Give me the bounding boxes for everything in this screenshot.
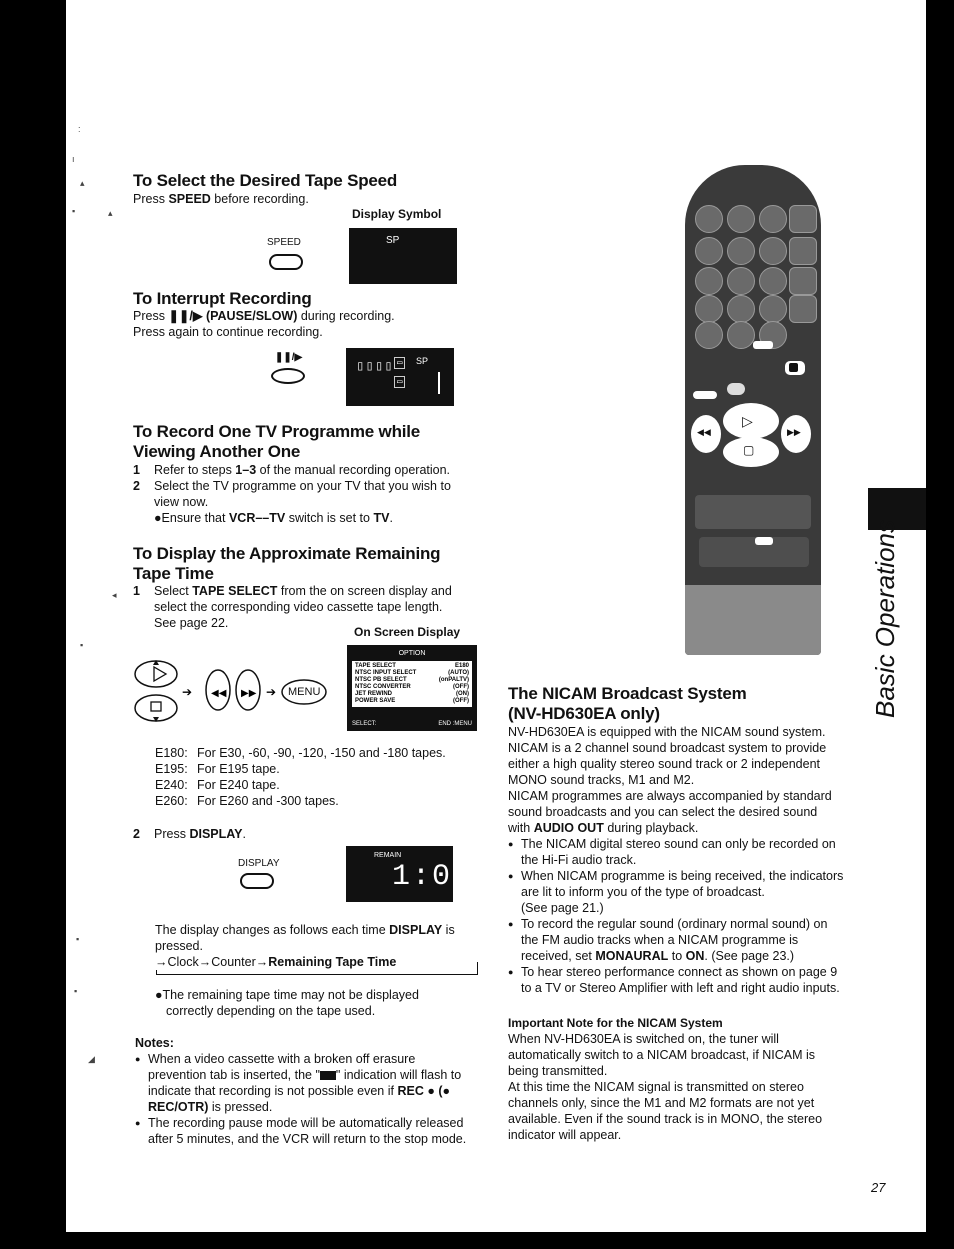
svg-text:▶▶: ▶▶ <box>241 688 257 699</box>
scan-speck: : <box>78 124 81 134</box>
nicam-bullets <box>508 836 843 996</box>
notes-title: Notes: <box>135 1036 174 1050</box>
display-button-label: DISPLAY <box>238 858 280 869</box>
tape-length-row <box>155 793 446 809</box>
side-tab-label: Basic Operations <box>870 520 900 718</box>
nicam-bullet-line: the Hi-Fi audio track. <box>521 853 637 867</box>
pause-slow-button-icon <box>271 368 305 384</box>
nicam-bullet-line: ● When NICAM programme is being received, the indicators <box>521 869 844 883</box>
rec-inhibit-icon <box>320 1071 336 1080</box>
nicam-important-line: available. Even if the sound track is in MONO, the stereo <box>508 1112 823 1126</box>
scan-speck: ▪ <box>76 934 80 944</box>
section-title-nicam: The NICAM Broadcast System (NV-HD630EA only) <box>508 684 747 723</box>
record-tv-step2: 2 Select the TV programme on your TV that you wish to view now. ●Ensure that VCR––TV switch is set to TV. <box>133 479 451 525</box>
remote-control-image: ▷ ▢ ◀◀ ▶▶ <box>685 165 821 655</box>
osd-row <box>355 691 469 698</box>
nicam-bullet <box>508 868 843 916</box>
nicam-important-line: indicator will appear. <box>508 1128 622 1142</box>
tape-length-code: E195: <box>155 762 188 776</box>
osd-row <box>355 677 469 684</box>
nicam-important-title: Important Note for the NICAM System <box>508 1016 723 1030</box>
tape-length-row <box>155 745 446 761</box>
scan-speck: ▪ <box>72 206 76 216</box>
speed-button-label: SPEED <box>267 237 301 248</box>
nicam-important-text <box>508 1031 822 1143</box>
notes-list <box>135 1051 466 1147</box>
section-title-remaining-time: To Display the Approximate Remaining Tape Time <box>133 544 441 583</box>
osd-row-name: JET REWIND <box>355 691 393 697</box>
nicam-bullet <box>508 964 843 996</box>
osd-row-value: (OFF) <box>453 698 469 704</box>
note-item: ● When a video cassette with a broken off erasure prevention tab is inserted, the " " indication will flash to indicate that recording is not possible even if REC ● (● REC/OTR) is pressed. <box>135 1051 466 1115</box>
speed-button-icon <box>269 254 303 270</box>
osd-row <box>355 670 469 677</box>
section-title-interrupt: To Interrupt Recording <box>133 289 312 308</box>
manual-page <box>66 0 926 1232</box>
osd-row <box>355 663 469 670</box>
osd-row <box>355 684 469 691</box>
cycle-arrow-icon: → <box>155 955 168 969</box>
display-button-icon <box>240 873 274 889</box>
nicam-intro-line: sound broadcasts and you can select the desired sound <box>508 805 818 819</box>
nicam-intro-line: either a high quality stereo sound track or 2 independent <box>508 757 821 771</box>
arrow-icon-2: ➔ <box>266 685 277 699</box>
scan-speck: ı <box>72 154 75 164</box>
scan-speck: ▴ <box>108 208 113 218</box>
nicam-important-line: automatically switch to a NICAM broadcast, if NICAM is <box>508 1048 816 1062</box>
nicam-bullet-line: are lit to inform you of the type of broadcast. <box>521 885 765 899</box>
speed-lcd-display: SP <box>349 228 457 284</box>
tape-length-row <box>155 777 446 793</box>
note-item: ● The recording pause mode will be automatically released after 5 minutes, and the VCR will return to the stop mode. <box>135 1115 466 1147</box>
nicam-important-line: At this time the NICAM signal is transmitted on stereo <box>508 1080 804 1094</box>
nicam-bullet-line: ● To hear stereo performance connect as shown on page 9 <box>521 965 838 979</box>
osd-row <box>355 698 469 705</box>
osd-row-value: (ON) <box>456 691 469 697</box>
tape-length-code: E180: <box>155 746 188 760</box>
osd-footer: SELECT: END :MENU <box>352 721 472 727</box>
lcd-rec-icon: ▭ <box>394 376 405 388</box>
nicam-bullet-line: (See page 21.) <box>521 901 604 915</box>
arrow-icon: ➔ <box>182 685 193 699</box>
lcd-digits-icon: ▯▯▯▯ <box>356 359 394 375</box>
display-change-text: The display changes as follows each time DISPLAY is pressed. <box>155 923 455 953</box>
nicam-bullet <box>508 836 843 868</box>
section-title-record-tv: To Record One TV Programme while Viewing Another One <box>133 422 421 461</box>
osd-row-name: TAPE SELECT <box>355 663 396 669</box>
remaining-note: ●The remaining tape time may not be displayed correctly depending on the tape used. <box>155 988 419 1018</box>
tape-length-row <box>155 761 446 777</box>
nicam-intro-line: NICAM is a 2 channel sound broadcast system to provide <box>508 741 827 755</box>
lcd-bar <box>438 372 440 394</box>
page-number: 27 <box>871 1180 886 1195</box>
menu-button-label: MENU <box>288 686 321 698</box>
osd-label: On Screen Display <box>354 625 461 639</box>
scan-speck: ◢ <box>88 1054 95 1064</box>
remaining-step1: 1 Select TAPE SELECT from the on screen display and select the corresponding video cassette tape length. See page 22. <box>133 584 452 630</box>
pause-lcd-display: ▯▯▯▯ ▭ SP ▭ <box>346 348 454 406</box>
section-title-tape-speed: To Select the Desired Tape Speed <box>133 171 398 190</box>
osd-row-name: NTSC CONVERTER <box>355 684 411 690</box>
interrupt-line1: Press ❚❚/▶ (PAUSE/SLOW) during recording. <box>133 309 395 323</box>
osd-row-name: NTSC PB SELECT <box>355 677 407 683</box>
nicam-important-line: being transmitted. <box>508 1064 608 1078</box>
tape-length-desc: For E30, -60, -90, -120, -150 and -180 tapes. <box>197 746 446 760</box>
tape-length-code: E260: <box>155 794 188 808</box>
nicam-bullet: ● To record the regular sound (ordinary normal sound) on the FM audio tracks when a NICAM programme is received, set MONAURAL to ON. (See page 23.) <box>508 916 843 964</box>
tape-length-desc: For E260 and -300 tapes. <box>197 794 339 808</box>
tape-length-code: E240: <box>155 778 188 792</box>
osd-row-value: E180 <box>454 663 469 669</box>
osd-row-value: (onPALTV) <box>438 677 469 683</box>
osd-row-name: POWER SAVE <box>355 698 396 704</box>
svg-text:◀◀: ◀◀ <box>211 688 227 699</box>
scan-speck: ◂ <box>112 590 117 600</box>
osd-rows <box>352 661 472 707</box>
display-symbol-label: Display Symbol <box>352 207 442 221</box>
pause-slow-button-label: ❚❚/▶ <box>275 352 303 363</box>
nicam-intro: NV-HD630EA is equipped with the NICAM sound system. NICAM is a 2 channel sound broadcast system to provide either a high quality stereo sound track or 2 independent MONO sound tracks, M1 and M2. NICAM programmes are always accompanied by standard sound broadcasts and you can select the desired sound with AUDIO OUT during playback. ● The NICAM digital stereo sound can only be recorded on the Hi-Fi audio track. ● When NICAM programme is being received, the indicators are lit to inform you of the type of broadcast. (See page 21.) ● To record the regular sound (ordinary normal sound) on the FM audio tracks when a NICAM programme is received, set MONAURAL to ON. (See page 23.) ● To hear stereo performance connect as shown on page 9 to a TV or Stereo Amplifier with left and right audio inputs. <box>508 724 843 996</box>
nicam-intro-line: MONO sound tracks, M1 and M2. <box>508 773 695 787</box>
nicam-important-line: When NV-HD630EA is switched on, the tuner will <box>508 1032 779 1046</box>
display-cycle: →Clock→Counter→Remaining Tape Time <box>155 954 400 970</box>
record-tv-step1: 1 Refer to steps 1–3 of the manual recording operation. <box>133 463 451 477</box>
osd-header: OPTION <box>398 650 426 657</box>
remaining-step2: 2 Press DISPLAY. <box>133 827 246 841</box>
lcd-tape-icon: ▭ <box>394 357 405 369</box>
nicam-important-line: channels only, since the M1 and M2 formats are not yet <box>508 1096 815 1110</box>
nicam-bullet-line: the FM audio tracks when a NICAM programme is <box>521 933 799 947</box>
on-screen-display <box>347 645 477 731</box>
tape-speed-instruction: Press SPEED before recording. <box>133 192 309 206</box>
osd-row-value: (AUTO) <box>448 670 469 676</box>
remain-lcd-display: REMAIN 1:05 <box>346 846 453 902</box>
nicam-bullet-line: ● The NICAM digital stereo sound can only be recorded on <box>521 837 836 851</box>
scan-speck: ▴ <box>80 178 85 188</box>
nicam-intro-line: NV-HD630EA is equipped with the NICAM sound system. <box>508 725 826 739</box>
scan-speck: ▪ <box>74 986 78 996</box>
tape-length-desc: For E195 tape. <box>197 762 280 776</box>
tape-length-desc: For E240 tape. <box>197 778 280 792</box>
nicam-intro-line: NICAM programmes are always accompanied by standard <box>508 789 832 803</box>
tape-lengths-list <box>155 745 446 809</box>
osd-row-name: NTSC INPUT SELECT <box>355 670 417 676</box>
nicam-bullet-line: to a TV or Stereo Amplifier with left and right audio inputs. <box>521 981 840 995</box>
interrupt-line2: Press again to continue recording. <box>133 325 323 339</box>
nicam-bullet-line: ● To record the regular sound (ordinary normal sound) on <box>521 917 828 931</box>
scan-speck: ▪ <box>80 640 84 650</box>
osd-row-value: (OFF) <box>453 684 469 690</box>
